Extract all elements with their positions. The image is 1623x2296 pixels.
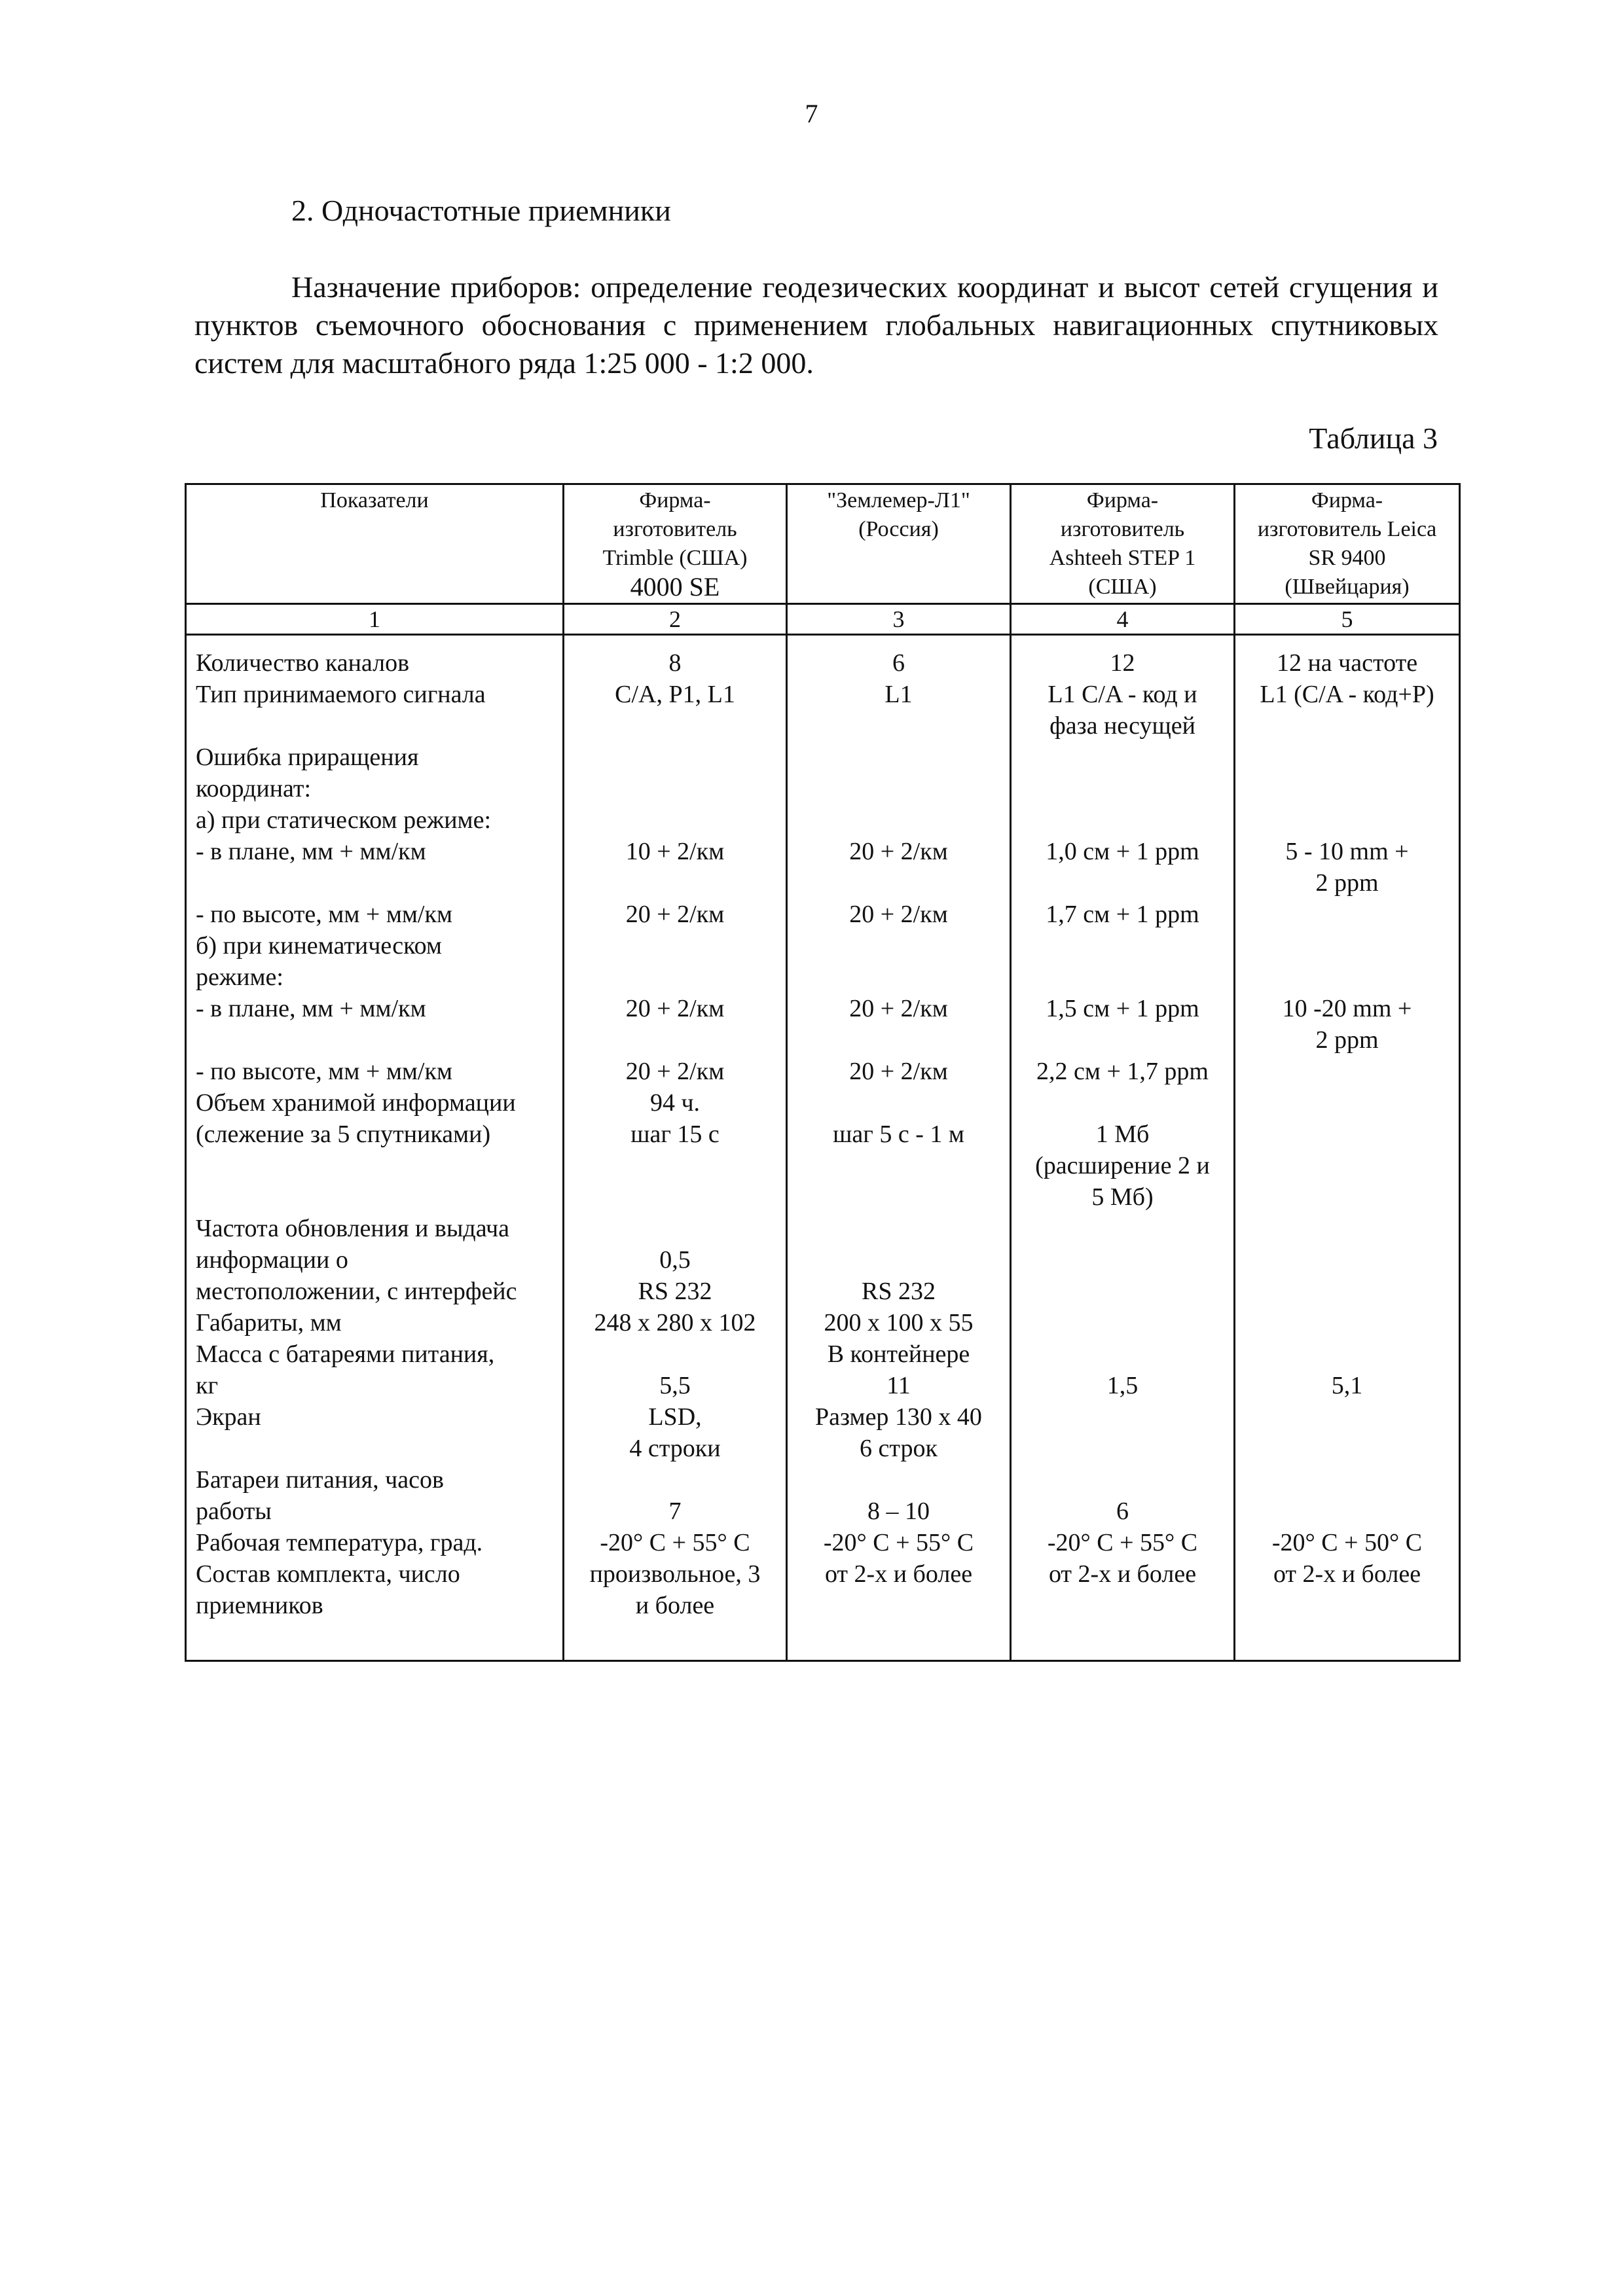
table-cell-line	[1235, 1590, 1459, 1621]
table-cell-line	[788, 710, 1010, 742]
table-cell-line	[1235, 1464, 1459, 1496]
table-cell-line: RS 232	[862, 1278, 936, 1305]
table-cell-line	[788, 1213, 1010, 1244]
table-cell-line: -20° С + 55° С	[1047, 1529, 1198, 1556]
table-cell-line: 10 + 2/км	[625, 838, 725, 865]
table-cell-line: - в плане, мм + мм/км	[196, 838, 426, 865]
table-cell-line	[1012, 1590, 1233, 1621]
header-ashteeh: Фирма- изготовитель Ashteeh STEP 1 (США)	[1011, 484, 1235, 604]
table-cell-line: LSD,	[648, 1403, 702, 1431]
table-cell-line: б) при кинематическом	[196, 932, 442, 960]
table-cell-line: 20 + 2/км	[625, 1058, 725, 1085]
table-cell-line	[788, 1024, 1010, 1056]
table-cell-line: -20° С + 55° С	[600, 1529, 750, 1556]
table-cell-line	[1012, 961, 1233, 993]
table-cell-line: 20 + 2/км	[849, 901, 948, 928]
table-cell-line	[1012, 1244, 1233, 1276]
trimble-values-column	[564, 635, 787, 1661]
table-cell-line	[788, 773, 1010, 804]
table-cell-line	[1012, 1024, 1233, 1056]
table-cell-line	[1235, 1087, 1459, 1119]
table-cell-line: местоположении, с интерфейс	[196, 1278, 517, 1305]
table-cell-line: и более	[635, 1592, 715, 1619]
table-cell-line	[788, 1181, 1010, 1213]
table-cell-line: (расширение 2 и	[1035, 1152, 1210, 1179]
table-cell-line: 20 + 2/км	[625, 995, 725, 1022]
table-cell-line: 1,5	[1106, 1372, 1139, 1399]
table-cell-line: от 2-х и более	[1273, 1560, 1421, 1588]
intro-paragraph: Назначение приборов: определение геодезических координат и высот сетей сгущения и пунктов съемочного обоснования с применением глобальных навигационных спутниковых систем для масштабного ряда 1:25 000 - 1:2 000.	[194, 270, 1438, 380]
table-cell-line	[1235, 1496, 1459, 1527]
table-cell-line: 8 – 10	[867, 1498, 930, 1525]
table-cell-line: C/A, P1, L1	[615, 681, 735, 708]
ashteeh-values-column	[1011, 635, 1235, 1661]
table-cell-line	[1012, 1307, 1233, 1338]
table-cell-line	[187, 710, 562, 742]
table-cell-line: 6 строк	[860, 1435, 938, 1462]
table-cell-line	[564, 1024, 786, 1056]
table-cell-line	[788, 742, 1010, 773]
table-cell-line: L1 C/A - код и	[1048, 681, 1197, 708]
table-cell-line: 94 ч.	[649, 1089, 701, 1117]
table-cell-line	[1235, 1276, 1459, 1307]
table-cell-line	[788, 1087, 1010, 1119]
table-cell-line: Размер 130 х 40	[815, 1403, 982, 1431]
table-cell-line: шаг 5 с - 1 м	[833, 1121, 964, 1148]
table-cell-line	[1012, 1087, 1233, 1119]
table-cell-line: Тип принимаемого сигнала	[196, 681, 486, 708]
header-indicators: Показатели	[186, 484, 564, 604]
table-cell-line	[187, 1024, 562, 1056]
table-body-row	[186, 635, 1460, 1661]
table-cell-line	[564, 1338, 786, 1370]
table-cell-line	[788, 1244, 1010, 1276]
table-cell-line: 1,7 см + 1 ppm	[1046, 901, 1199, 928]
table-cell-line	[788, 1590, 1010, 1621]
header-leica: Фирма- изготовитель Leica SR 9400 (Швейцария)	[1235, 484, 1460, 604]
table-cell-line	[564, 710, 786, 742]
table-cell-line: - в плане, мм + мм/км	[196, 995, 426, 1022]
zemlemer-values-column	[787, 635, 1011, 1661]
table-cell-line: RS 232	[638, 1278, 712, 1305]
section-heading: 2. Одночастотные приемники	[291, 194, 671, 227]
table-cell-line	[564, 930, 786, 961]
table-cell-line: 5 - 10 mm +	[1285, 838, 1409, 865]
table-cell-line	[187, 1433, 562, 1464]
column-number: 1	[186, 604, 564, 635]
table-cell-line: информации о	[196, 1246, 348, 1274]
table-cell-line: 5,1	[1331, 1372, 1363, 1399]
table-cell-line	[788, 867, 1010, 899]
table-cell-line: произвольное, 3	[589, 1560, 761, 1588]
table-cell-line: Рабочая температура, град.	[196, 1529, 483, 1556]
table-cell-line: 10 -20 mm +	[1282, 995, 1412, 1022]
table-header-row	[186, 484, 1460, 604]
table-cell-line	[564, 961, 786, 993]
leica-values-column	[1235, 635, 1460, 1661]
table-cell-line	[1012, 773, 1233, 804]
table-cell-line: 4 строки	[629, 1435, 721, 1462]
table-cell-line: В контейнере	[827, 1340, 970, 1368]
table-cell-line: Объем хранимой информации	[196, 1089, 516, 1117]
table-cell-line: 5,5	[659, 1372, 691, 1399]
table-cell-line	[1235, 710, 1459, 742]
table-cell-line	[1012, 1433, 1233, 1464]
table-cell-line	[1012, 1464, 1233, 1496]
table-cell-line: кг	[196, 1372, 219, 1399]
table-cell-line: 12 на частоте	[1276, 649, 1418, 677]
table-cell-line: 1,0 см + 1 ppm	[1046, 838, 1199, 865]
receivers-spec-table	[185, 483, 1461, 1662]
table-cell-line	[1235, 1307, 1459, 1338]
table-cell-line	[564, 804, 786, 836]
table-cell-line: от 2-х и более	[824, 1560, 973, 1588]
table-cell-line	[1012, 867, 1233, 899]
table-cell-line: 6	[892, 649, 905, 677]
column-number: 2	[564, 604, 787, 635]
table-cell-line: Ошибка приращения	[196, 744, 419, 771]
table-cell-line	[1235, 1244, 1459, 1276]
table-cell-line: 11	[886, 1372, 911, 1399]
table-cell-line	[187, 1181, 562, 1213]
table-cell-line: 1,5 см + 1 ppm	[1046, 995, 1199, 1022]
table-cell-line: шаг 15 с	[630, 1121, 720, 1148]
column-number: 5	[1235, 604, 1460, 635]
table-cell-line	[564, 1181, 786, 1213]
table-cell-line	[564, 1213, 786, 1244]
table-cell-line: режиме:	[196, 963, 283, 991]
table-cell-line: 12	[1110, 649, 1135, 677]
table-cell-line: - по высоте, мм + мм/км	[196, 1058, 452, 1085]
table-cell-line	[564, 1150, 786, 1181]
table-cell-line	[564, 773, 786, 804]
table-cell-line: 248 х 280 х 102	[594, 1309, 756, 1336]
page-number: 7	[805, 99, 818, 128]
table-cell-line: 0,5	[659, 1246, 691, 1274]
table-cell-line	[1235, 1213, 1459, 1244]
table-label: Таблица 3	[1309, 422, 1438, 455]
table-cell-line: (слежение за 5 спутниками)	[196, 1121, 491, 1148]
table-cell-line: 2 ppm	[1315, 869, 1379, 897]
table-cell-line	[1012, 742, 1233, 773]
table-cell-line: L1	[884, 681, 913, 708]
table-cell-line: -20° С + 50° С	[1271, 1529, 1423, 1556]
table-cell-line	[1012, 1401, 1233, 1433]
table-cell-line: 6	[1116, 1498, 1129, 1525]
table-cell-line: 8	[668, 649, 682, 677]
table-cell-line: 2 ppm	[1315, 1026, 1379, 1054]
table-cell-line	[1235, 961, 1459, 993]
table-cell-line: L1 (C/A - код+Р)	[1260, 681, 1434, 708]
column-number-row	[186, 604, 1460, 635]
table-cell-line	[1012, 1213, 1233, 1244]
table-cell-line: 7	[668, 1498, 682, 1525]
table-cell-line	[788, 930, 1010, 961]
table-cell-line	[1235, 1119, 1459, 1150]
table-cell-line: координат:	[196, 775, 312, 802]
table-cell-line: 5 Мб)	[1091, 1183, 1154, 1211]
table-cell-line: Состав комплекта, число	[196, 1560, 460, 1588]
table-cell-line	[1235, 1181, 1459, 1213]
table-cell-line: 200 х 100 х 55	[824, 1309, 974, 1336]
table-cell-line	[187, 1150, 562, 1181]
header-zemlemer: "Землемер-Л1" (Россия)	[787, 484, 1011, 604]
table-cell-line	[788, 1150, 1010, 1181]
indicators-column	[186, 635, 564, 1661]
table-cell-line: 20 + 2/км	[849, 1058, 948, 1085]
table-cell-line	[1235, 899, 1459, 930]
table-cell-line	[1235, 1433, 1459, 1464]
table-cell-line: фаза несущей	[1049, 712, 1195, 740]
table-cell-line	[1235, 1401, 1459, 1433]
table-cell-line: 1 Мб	[1095, 1121, 1150, 1148]
table-cell-line: Количество каналов	[196, 649, 410, 677]
table-cell-line: 20 + 2/км	[625, 901, 725, 928]
table-cell-line: 20 + 2/км	[849, 995, 948, 1022]
table-cell-line: работы	[196, 1498, 272, 1525]
table-cell-line: Частота обновления и выдача	[196, 1215, 510, 1242]
table-cell-line	[1012, 804, 1233, 836]
table-cell-line: от 2-х и более	[1048, 1560, 1197, 1588]
table-cell-line	[788, 804, 1010, 836]
table-cell-line	[1012, 930, 1233, 961]
table-cell-line	[1235, 1150, 1459, 1181]
table-cell-line	[1235, 930, 1459, 961]
table-cell-line	[788, 961, 1010, 993]
header-trimble: Фирма- изготовитель Trimble (США) 4000 SE	[564, 484, 787, 604]
column-number: 4	[1011, 604, 1235, 635]
table-cell-line: а) при статическом режиме:	[196, 806, 492, 834]
table-cell-line	[788, 1464, 1010, 1496]
table-cell-line	[187, 867, 562, 899]
table-cell-line	[1235, 1056, 1459, 1087]
table-cell-line	[564, 1464, 786, 1496]
table-cell-line: Батареи питания, часов	[196, 1466, 444, 1494]
table-cell-line	[564, 867, 786, 899]
table-cell-line	[564, 742, 786, 773]
table-cell-line	[1235, 742, 1459, 773]
table-cell-line: Масса с батареями питания,	[196, 1340, 495, 1368]
column-number: 3	[787, 604, 1011, 635]
table-cell-line: Габариты, мм	[196, 1309, 342, 1336]
table-cell-line: Экран	[196, 1403, 261, 1431]
table-cell-line: 20 + 2/км	[849, 838, 948, 865]
table-cell-line	[1012, 1338, 1233, 1370]
table-cell-line: 2,2 см + 1,7 ppm	[1036, 1058, 1209, 1085]
table-cell-line	[1012, 1276, 1233, 1307]
table-cell-line	[1235, 1338, 1459, 1370]
table-cell-line	[1235, 804, 1459, 836]
table-cell-line: -20° С + 55° С	[823, 1529, 974, 1556]
table-cell-line: - по высоте, мм + мм/км	[196, 901, 452, 928]
table-cell-line	[1235, 773, 1459, 804]
table-cell-line: приемников	[196, 1592, 323, 1619]
